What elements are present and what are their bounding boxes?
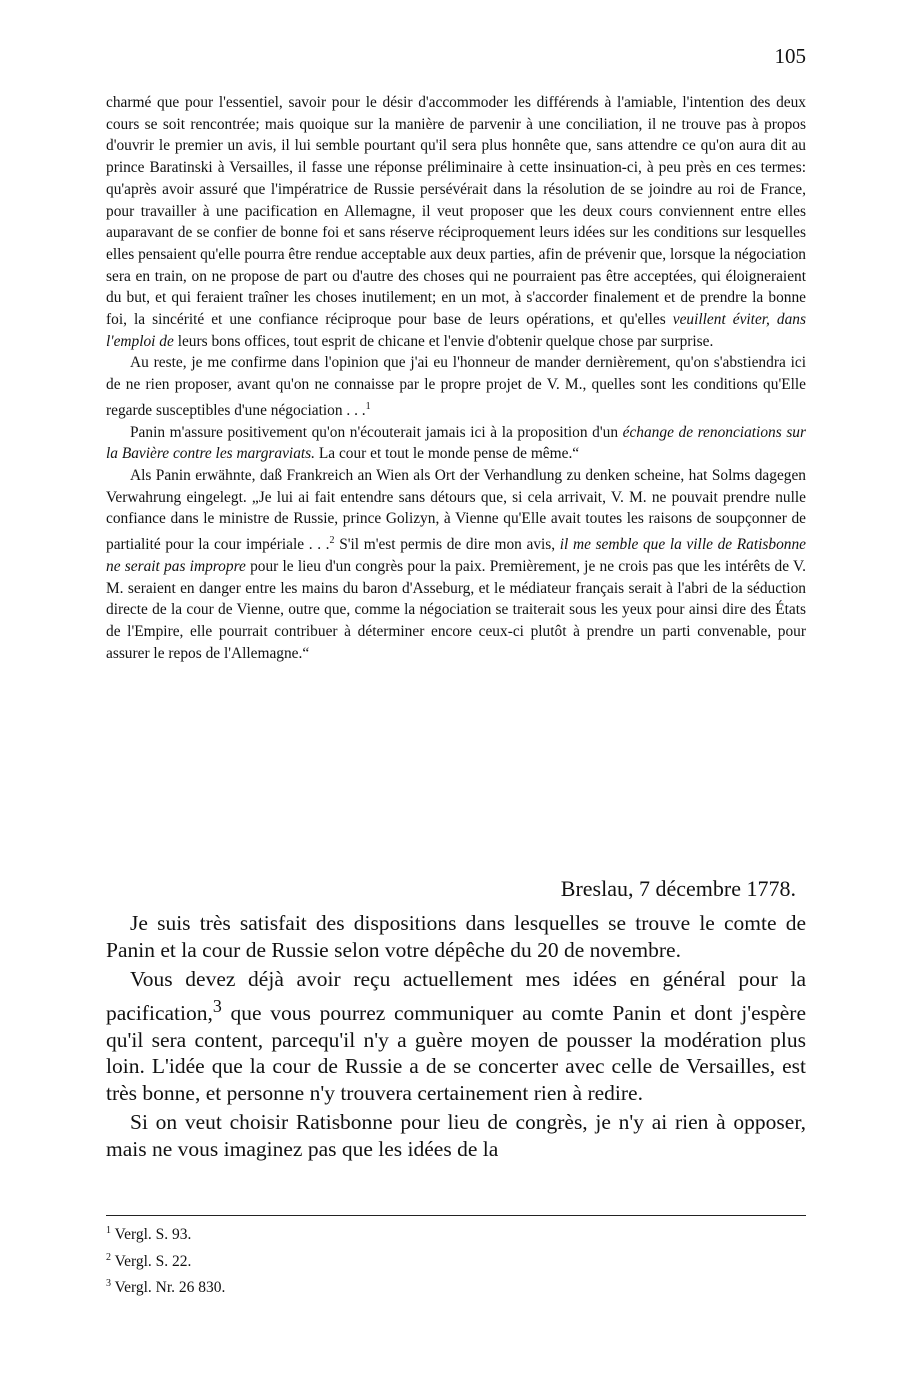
quoted-report — [106, 92, 806, 665]
letter-paragraph: Si on veut choisir Ratisbonne pour lieu de congrès, je n'y ai rien à opposer, mais ne vous imaginez pas que les idées de la — [106, 1110, 806, 1161]
footnotes — [106, 1220, 806, 1300]
footnote-ref: 3 — [212, 995, 222, 1016]
footnote: $^2$ Vergl. S. 22. — [106, 1251, 192, 1270]
quote-paragraph: Als Panin erwähnte, daß Frankreich an Wien als Ort der Verhandlung zu denken scheine, hat Solms dagegen Verwahrung eingelegt. „Je lui ai fait entendre sans détours que, si cela arrivait, V. M. ne pouvait prendre nulle confiance dans le ministre de Russie, prince Golizyn, à Vienne qu'Elle avait toutes les raisons de soupçonner de partialité pour la cour impériale . . .$^2$ S'il m'est permis de dire mon avis, il me semble que la ville de Ratisbonne ne serait pas impropre pour le lieu d'un congrès pour la paix. Premièrement, je ne crois pas que les intérêts de V. M. seraient en danger entre les mains du baron d'Asseburg, et le médiateur français serait à l'abri de la séduction directe de la cour de Vienne, outre que, comme la négociation se traiterait sous les yeux pour ainsi dire des États de l'Empire, elle pourrait contribuer à déterminer encore ceux-ci plutôt à prendre un parti convenable, pour assurer le repos de l'Allemagne.“ — [106, 467, 806, 662]
footnote-ref: 2 — [329, 535, 335, 547]
footnote-ref: 1 — [365, 400, 371, 412]
quote-paragraph: Panin m'assure positivement qu'on n'écouterait jamais ici à la proposition d'un échange de renonciations sur la Bavière contre les margraviats. La cour et tout le monde pense de même.“ — [106, 423, 806, 463]
page-number: 105 — [774, 44, 806, 68]
dateline: Breslau, 7 décembre 1778. — [560, 876, 796, 901]
footnote: $^1$ Vergl. S. 93. — [106, 1225, 192, 1244]
letter-paragraph: Je suis très satisfait des dispositions dans lesquelles se trouve le comte de Panin et la cour de Russie selon votre dépêche du 20 de novembre. — [106, 911, 806, 962]
letter-paragraph: Vous devez déjà avoir reçu actuellement mes idées en général pour la pacification,$^3$ que vous pourrez communiquer au comte Panin et dont j'espère qu'il sera content, parcequ'il n'y a guère moyen de pousser la modération plus loin. L'idée que la cour de Russie a de se concerter avec celle de Versailles, est très bonne, et personne n'y trouvera certainement rien à redire. — [106, 967, 806, 1105]
footnote: $^3$ Vergl. Nr. 26 830. — [106, 1278, 226, 1297]
quote-paragraph: charmé que pour l'essentiel, savoir pour le désir d'accommoder les différends à l'amiable, l'intention des deux cours se soit rencontrée; mais quoique sur la manière de parvenir à une conciliation, il ne trouve pas à propos d'ouvrir le premier un avis, il lui semble pourtant qu'il sera plus honnête que, sans attendre ce qu'on aura dit au prince Baratinski à Versailles, il fasse une réponse préliminaire à cette insinuation-ci, à peu près en ces termes: qu'après avoir assuré que l'impératrice de Russie persévérait dans la résolution de se joindre au roi de France, pour travailler à une pacification en Allemagne, il veut proposer que les deux cours conviennent entre elles auparavant de se confier de bonne foi et sans réserve réciproquement leurs idées sur les conditions sur lesquelles elles pensaient qu'elle pourra être rendue acceptable aux deux parties, afin de prévenir que, lorsque la négociation sera en train, on ne propose de part ou d'autre des choses qui ne pourraient pas être acceptées, qui éloigneraient du but, et qui feraient traîner les choses inutilement; en un mot, à s'accorder finalement et de prendre la bonne foi, la sincérité et une confiance réciproque pour base de leurs opérations, et qu'elles veuillent éviter, dans l'emploi de leurs bons offices, tout esprit de chicane et l'envie d'obtenir quelque chose par surprise. — [106, 94, 806, 350]
footnote-divider — [106, 1215, 806, 1216]
letter-body — [106, 910, 806, 1163]
quote-paragraph: Au reste, je me confirme dans l'opinion que j'ai eu l'honneur de mander dernièrement, qu'on s'abstiendra ici de ne rien proposer, avant qu'on ne connaisse par le propre projet de V. M., quelles sont les conditions qu'Elle regarde susceptibles d'une négociation . . .$^1$ — [106, 354, 806, 419]
